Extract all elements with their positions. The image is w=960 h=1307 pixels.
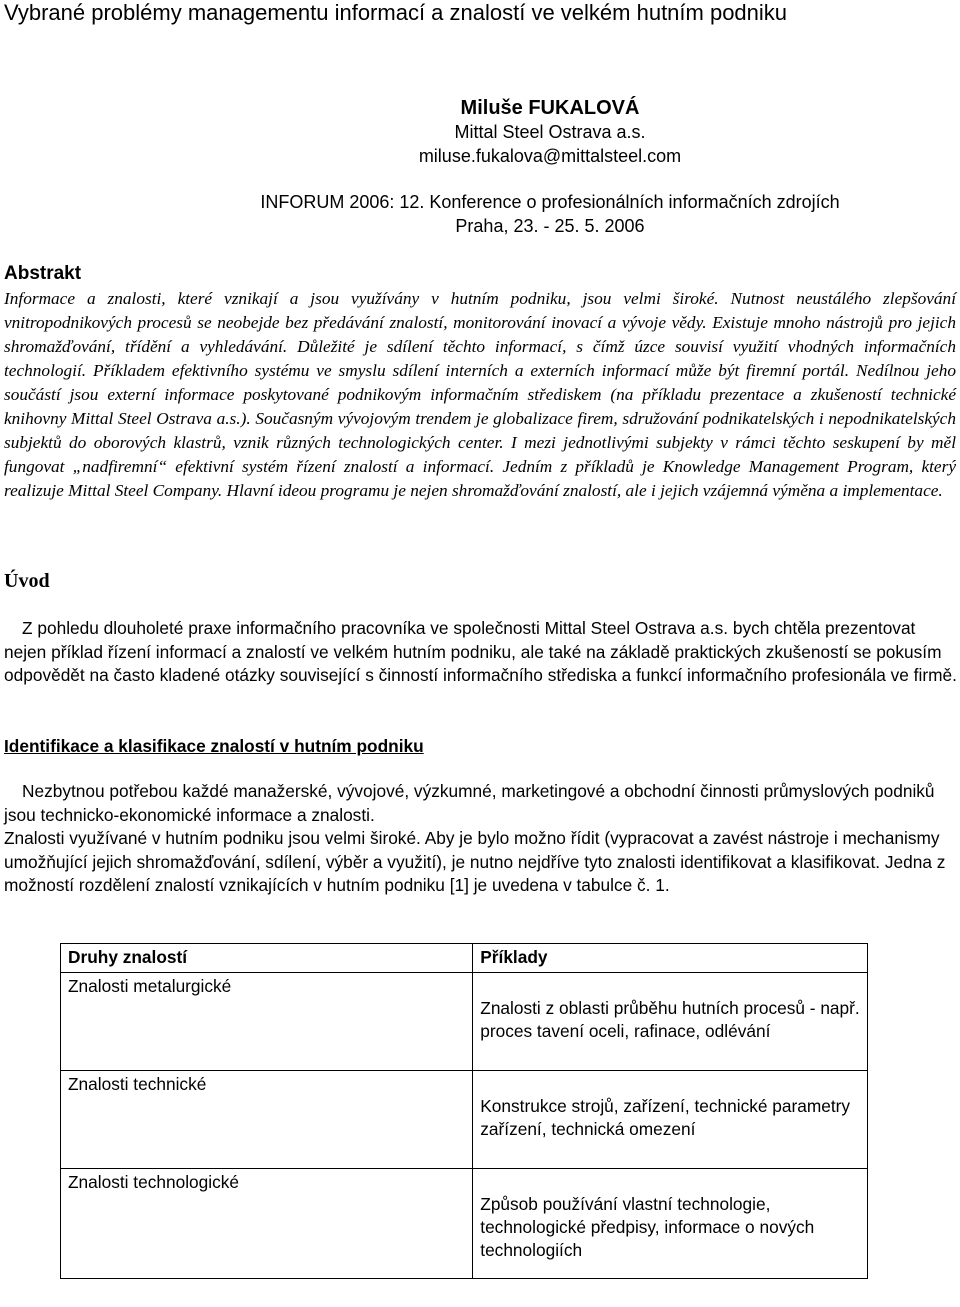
table-cell-type: Znalosti technologické bbox=[61, 1169, 473, 1279]
conference-place-date: Praha, 23. - 25. 5. 2006 bbox=[455, 216, 645, 236]
table-cell-type: Znalosti technické bbox=[61, 1071, 473, 1169]
table-header-examples: Příklady bbox=[473, 944, 868, 973]
table-header-row bbox=[61, 944, 868, 973]
intro-paragraph: Z pohledu dlouholeté praxe informačního pracovníka ve společnosti Mittal Steel Ostrava a.s. bych chtěla prezentovat nejen příklad řízení informací a znalostí ve velkém hutním podniku, ale také na základě praktických zkušeností se pokusím odpovědět na často kladené otázky související s činností informačního střediska a funkcí informačního profesionála ve firmě. bbox=[4, 618, 957, 685]
table-cell-example-text: Způsob používání vlastní technologie, technologické předpisy, informace o nových technologiích bbox=[480, 1194, 815, 1260]
section-paragraph-1-text: Nezbytnou potřebou každé manažerské, vývojové, výzkumné, marketingové a obchodní činnosti průmyslových podniků jsou technicko-ekonomické informace a znalosti. bbox=[4, 781, 935, 825]
section-paragraph-2: Znalosti využívané v hutním podniku jsou velmi široké. Aby je bylo možno řídit (vypracovat a zavést nástroje i mechanismy umožňující jejich shromažďování, sdílení, výběr a využití), je nutno nejdříve tyto znalosti identifikovat a klasifikovat. Jedna z možností rozdělení znalostí vznikajících v hutním podniku [1] je uvedena v tabulce č. 1. bbox=[4, 828, 946, 895]
section-heading: Identifikace a klasifikace znalostí v hutním podniku bbox=[4, 736, 424, 756]
author-block bbox=[0, 96, 960, 238]
abstract-heading: Abstrakt bbox=[4, 263, 82, 284]
table-row bbox=[61, 1169, 868, 1279]
intro-text bbox=[4, 617, 960, 688]
table-row bbox=[61, 1071, 868, 1169]
table-header-type: Druhy znalostí bbox=[61, 944, 473, 973]
table-row bbox=[61, 973, 868, 1071]
author-name: Miluše FUKALOVÁ bbox=[460, 97, 640, 119]
table-cell-example-text: Znalosti z oblasti průběhu hutních procesů - např. proces tavení oceli, rafinace, odlévání bbox=[480, 998, 860, 1041]
section-text bbox=[4, 780, 954, 898]
author-affiliation: Mittal Steel Ostrava a.s. bbox=[454, 122, 646, 142]
document-title: Vybrané problémy managementu informací a znalostí ve velkém hutním podniku bbox=[4, 0, 788, 25]
knowledge-types-table bbox=[60, 943, 868, 1279]
abstract-text: Informace a znalosti, které vznikají a jsou využívány v hutním podniku, jsou velmi široké. Nutnost neustálého zlepšování vnitropodnikových procesů se neobejde bez předávání znalostí, monitorování inovací a vývoje vědy. Existuje mnoho nástrojů pro jejich shromažďování, třídění a vyhledávání. Důležité je sdílení těchto informací, s čímž úzce souvisí využití vhodných informačních technologií. Příkladem efektivního systému ve smyslu sdílení interních a externích informací může být firemní portál. Nedílnou jeho součástí jsou externí informace poskytované podnikovým informačním střediskem (na příkladu prezentace a zkušeností technické knihovny Mittal Steel Ostrava a.s.). Současným vývojovým trendem je globalizace firem, sdružování podnikatelských i nepodnikatelských subjektů do oborových klastrů, vznik různých technologických center. I mezi jednotlivými subjekty v rámci těchto seskupení by měl fungovat „nadfiremní“ efektivní systém řízení znalostí a informací. Jedním z příkladů je Knowledge Management Program, který realizuje Mittal Steel Company. Hlavní ideou programu je nejen shromažďování znalostí, ale i jejich vzájemná výměna a implementace. bbox=[4, 289, 956, 500]
intro-heading: Úvod bbox=[4, 570, 50, 592]
table-cell-example-text: Konstrukce strojů, zařízení, technické parametry zařízení, technická omezení bbox=[480, 1096, 851, 1139]
section-paragraph-1 bbox=[4, 780, 954, 827]
table-cell-example bbox=[473, 1169, 868, 1279]
author-email: miluse.fukalova@mittalsteel.com bbox=[418, 146, 682, 166]
table-cell-example bbox=[473, 1071, 868, 1169]
conference-name: INFORUM 2006: 12. Konference o profesionálních informačních zdrojích bbox=[260, 192, 840, 212]
table-cell-example bbox=[473, 973, 868, 1071]
table-cell-type: Znalosti metalurgické bbox=[61, 973, 473, 1071]
